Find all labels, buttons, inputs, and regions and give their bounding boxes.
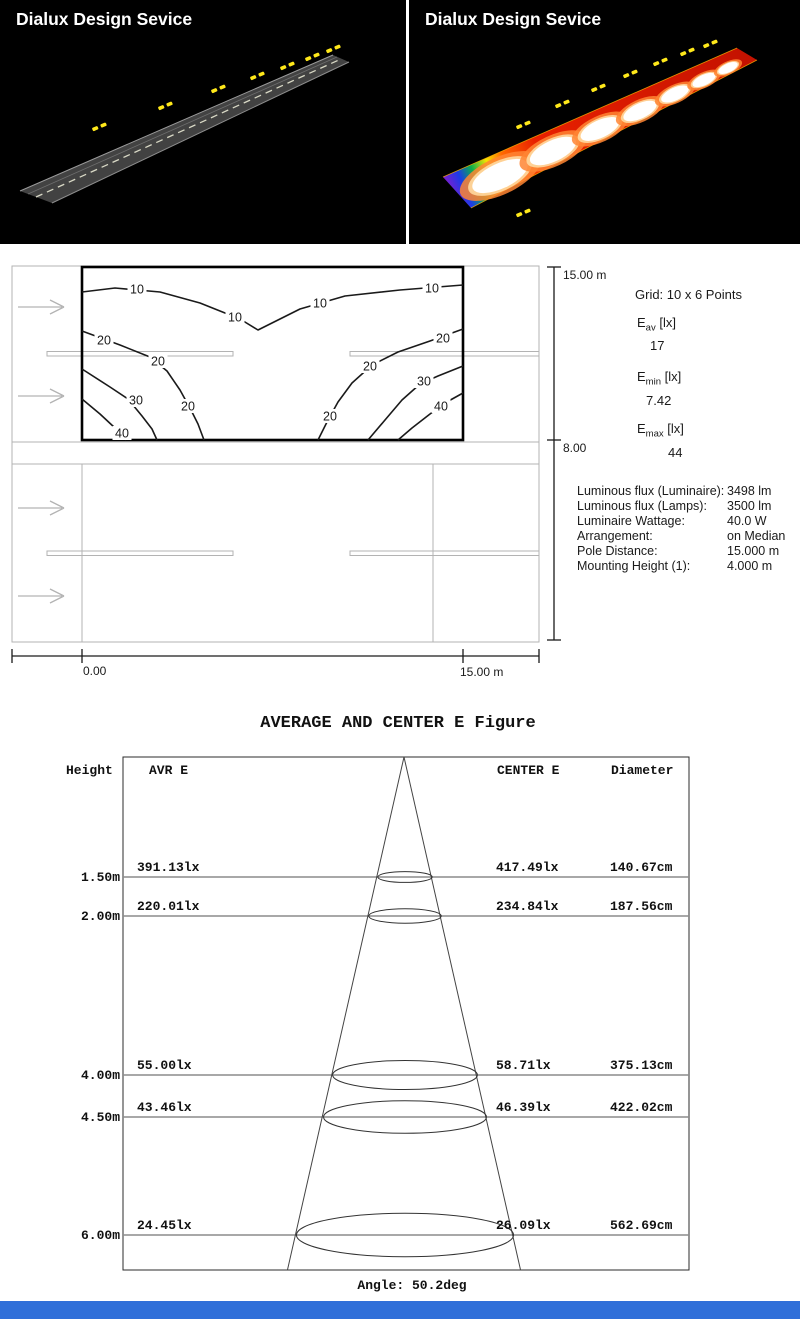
height-label: 6.00m — [80, 1228, 120, 1243]
cone-edge-right — [404, 757, 521, 1270]
contour-line-40 — [398, 393, 463, 440]
contour-label: 20 — [363, 359, 377, 374]
average-center-e-figure — [0, 700, 800, 1300]
e-min-value: 7.42 — [646, 393, 672, 408]
left-panel-title: Dialux Design Sevice — [16, 9, 193, 29]
dim-label-15m: 15.00 m — [563, 268, 607, 282]
height-label: 4.50m — [80, 1110, 120, 1125]
e-max-value: 44 — [668, 445, 683, 460]
contour-label: 20 — [323, 409, 337, 424]
contour-label: 20 — [97, 333, 111, 348]
height-label: 2.00m — [80, 909, 120, 924]
contour-label: 20 — [151, 354, 165, 369]
avr-e-value: 220.01lx — [137, 899, 200, 914]
diameter-value: 422.02cm — [610, 1100, 673, 1115]
footer-bar — [0, 1301, 800, 1319]
center-e-value: 417.49lx — [496, 860, 559, 875]
param-label: Luminous flux (Lamps): — [577, 499, 707, 513]
center-e-value: 26.09lx — [496, 1218, 551, 1233]
contour-label: 30 — [417, 374, 431, 389]
param-label: Arrangement: — [577, 529, 653, 543]
column-header-diameter: Diameter — [611, 763, 674, 778]
contour-label: 10 — [313, 296, 327, 311]
panel-divider — [406, 0, 409, 244]
e-min-label: $E_{min}$ [lx] — [637, 369, 682, 388]
contour-label: 10 — [130, 282, 144, 297]
lane-marking — [350, 352, 539, 357]
light-cone-diagram — [81, 757, 689, 1270]
contour-label: 10 — [425, 281, 439, 296]
render-panel-left — [0, 0, 406, 244]
diameter-value: 187.56cm — [610, 899, 673, 914]
center-e-value: 58.71lx — [496, 1058, 551, 1073]
contour-label: 40 — [434, 399, 448, 414]
param-value: 40.0 W — [727, 514, 767, 528]
dimension-lines — [12, 267, 561, 663]
diameter-value: 375.13cm — [610, 1058, 673, 1073]
height-label: 1.50m — [80, 870, 120, 885]
param-value: on Median — [727, 529, 786, 543]
traffic-direction-arrows — [18, 300, 64, 603]
e-av-label: $E_{av}$ [lx] — [637, 315, 676, 334]
contour-label: 20 — [181, 399, 195, 414]
column-header-height: Height — [66, 763, 113, 778]
param-label: Luminaire Wattage: — [577, 514, 685, 528]
contour-label: 10 — [228, 310, 242, 325]
param-value: 4.000 m — [727, 559, 773, 573]
lane-marking — [350, 551, 539, 556]
dim-label-15m-bottom: 15.00 m — [460, 665, 504, 679]
e-max-label: $E_{max}$ [lx] — [637, 421, 684, 440]
column-header-avr-e: AVR E — [149, 763, 189, 778]
figure-frame — [123, 757, 689, 1270]
diameter-value: 562.69cm — [610, 1218, 673, 1233]
avr-e-value: 43.46lx — [137, 1100, 192, 1115]
isolux-plan-view — [0, 250, 800, 690]
render-panel-right — [409, 0, 800, 244]
column-header-center-e: CENTER E — [497, 763, 560, 778]
avr-e-value: 55.00lx — [137, 1058, 192, 1073]
e-av-value: 17 — [650, 338, 665, 353]
height-label: 4.00m — [80, 1068, 120, 1083]
center-e-value: 46.39lx — [496, 1100, 551, 1115]
param-label: Luminous flux (Luminaire): — [577, 484, 725, 498]
avr-e-value: 391.13lx — [137, 860, 200, 875]
contour-line-20 — [318, 329, 463, 440]
right-panel-title: Dialux Design Sevice — [425, 9, 602, 29]
dim-label-8: 8.00 — [563, 441, 587, 455]
contour-label: 20 — [436, 331, 450, 346]
road-plan-geometry — [12, 266, 539, 642]
dim-label-0: 0.00 — [83, 664, 107, 678]
param-label: Pole Distance: — [577, 544, 658, 558]
param-value: 3500 lm — [727, 499, 772, 513]
render-panels — [0, 0, 800, 246]
contour-label: 40 — [115, 426, 129, 441]
center-e-value: 234.84lx — [496, 899, 559, 914]
grid-points-label: Grid: 10 x 6 Points — [635, 287, 742, 302]
figure-title: AVERAGE AND CENTER E Figure — [260, 714, 536, 733]
param-value: 15.000 m — [727, 544, 780, 558]
param-value: 3498 lm — [727, 484, 772, 498]
cone-edge-left — [287, 757, 404, 1270]
avr-e-value: 24.45lx — [137, 1218, 192, 1233]
isolux-contours — [82, 281, 463, 441]
diameter-value: 140.67cm — [610, 860, 673, 875]
contour-label: 30 — [129, 393, 143, 408]
beam-angle-label: Angle: 50.2deg — [357, 1278, 467, 1293]
param-label: Mounting Height (1): — [577, 559, 691, 573]
lane-marking — [47, 551, 233, 556]
